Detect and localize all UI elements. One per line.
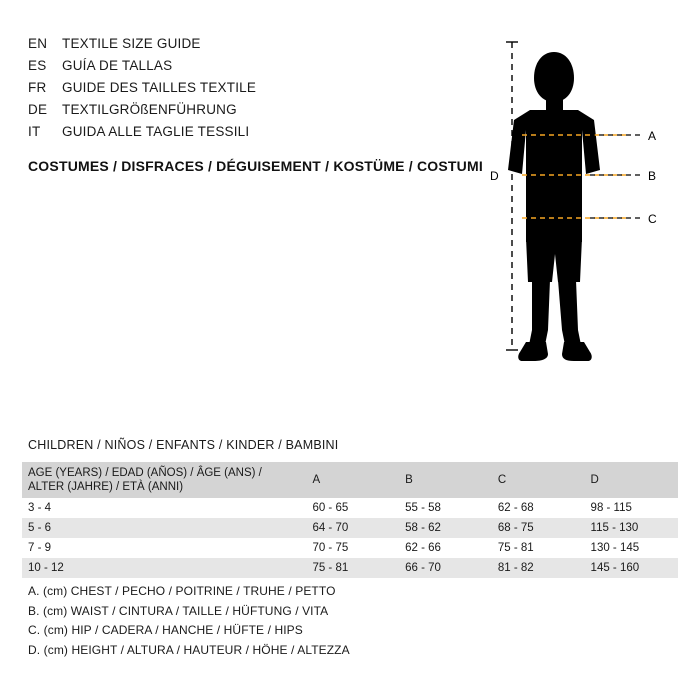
language-row-it <box>28 124 468 146</box>
table-header <box>22 462 678 498</box>
legend-item-c: C. (cm) HIP / CADERA / HANCHE / HÜFTE / HIPS <box>28 623 303 637</box>
cell-c: 62 - 68 <box>492 498 585 518</box>
marker-label-d: D <box>490 169 499 183</box>
table-header-a: A <box>306 462 399 498</box>
language-text-fr: GUIDE DES TAILLES TEXTILE <box>62 80 257 95</box>
table-header-row <box>22 462 678 498</box>
marker-label-a: A <box>648 129 657 143</box>
table-caption: CHILDREN / NIÑOS / ENFANTS / KINDER / BAMBINI <box>28 438 339 452</box>
marker-label-c: C <box>648 212 657 226</box>
legend-item-d: D. (cm) HEIGHT / ALTURA / HAUTEUR / HÖHE / ALTEZZA <box>28 642 350 657</box>
marker-label-b: B <box>648 169 657 183</box>
language-code-de: DE <box>28 102 48 117</box>
cell-c: 75 - 81 <box>492 538 585 558</box>
cell-age: 5 - 6 <box>22 518 306 538</box>
table-header-c: C <box>492 462 585 498</box>
size-table <box>22 462 678 578</box>
language-list <box>28 36 468 146</box>
cell-age: 3 - 4 <box>22 498 306 518</box>
language-text-en: TEXTILE SIZE GUIDE <box>62 36 201 51</box>
cell-b: 66 - 70 <box>399 558 492 578</box>
language-row-de <box>28 102 468 124</box>
language-code-en: EN <box>28 36 48 51</box>
language-row-en <box>28 36 468 58</box>
table-header-age <box>22 462 306 498</box>
cell-a: 60 - 65 <box>306 498 399 518</box>
cell-b: 55 - 58 <box>399 498 492 518</box>
cell-b: 62 - 66 <box>399 538 492 558</box>
table-row <box>22 498 678 518</box>
language-text-it: GUIDA ALLE TAGLIE TESSILI <box>62 124 250 139</box>
legend-item-b: B. (cm) WAIST / CINTURA / TAILLE / HÜFTUNG / VITA <box>28 603 329 618</box>
language-row-es <box>28 58 468 80</box>
table-row <box>22 558 678 578</box>
table-row <box>22 518 678 538</box>
measurement-legend <box>28 582 350 660</box>
cell-d: 130 - 145 <box>585 538 678 558</box>
language-code-es: ES <box>28 58 47 73</box>
language-code-it: IT <box>28 124 41 139</box>
language-code-fr: FR <box>28 80 47 95</box>
cell-d: 145 - 160 <box>585 558 678 578</box>
language-row-fr <box>28 80 468 102</box>
cell-a: 70 - 75 <box>306 538 399 558</box>
cell-d: 98 - 115 <box>585 498 678 518</box>
table-header-d: D <box>585 462 678 498</box>
cell-c: 68 - 75 <box>492 518 585 538</box>
table-header-age-line1: AGE (YEARS) / EDAD (AÑOS) / ÂGE (ANS) / <box>28 467 262 479</box>
table-row <box>22 538 678 558</box>
cell-c: 81 - 82 <box>492 558 585 578</box>
cell-d: 115 - 130 <box>585 518 678 538</box>
cell-age: 10 - 12 <box>22 558 306 578</box>
language-text-de: TEXTILGRÖßENFÜHRUNG <box>62 102 237 117</box>
cell-a: 64 - 70 <box>306 518 399 538</box>
body-figure <box>470 30 680 390</box>
cell-age: 7 - 9 <box>22 538 306 558</box>
table-header-age-line2: ALTER (JAHRE) / ETÀ (ANNI) <box>28 481 184 493</box>
cell-b: 58 - 62 <box>399 518 492 538</box>
legend-item-a: A. (cm) CHEST / PECHO / POITRINE / TRUHE / PETTO <box>28 584 336 598</box>
language-text-es: GUÍA DE TALLAS <box>62 58 173 73</box>
cell-a: 75 - 81 <box>306 558 399 578</box>
table-header-b: B <box>399 462 492 498</box>
costumes-subtitle: COSTUMES / DISFRACES / DÉGUISEMENT / KOSTÜME / COSTUMI <box>28 158 483 174</box>
table-body <box>22 498 678 578</box>
